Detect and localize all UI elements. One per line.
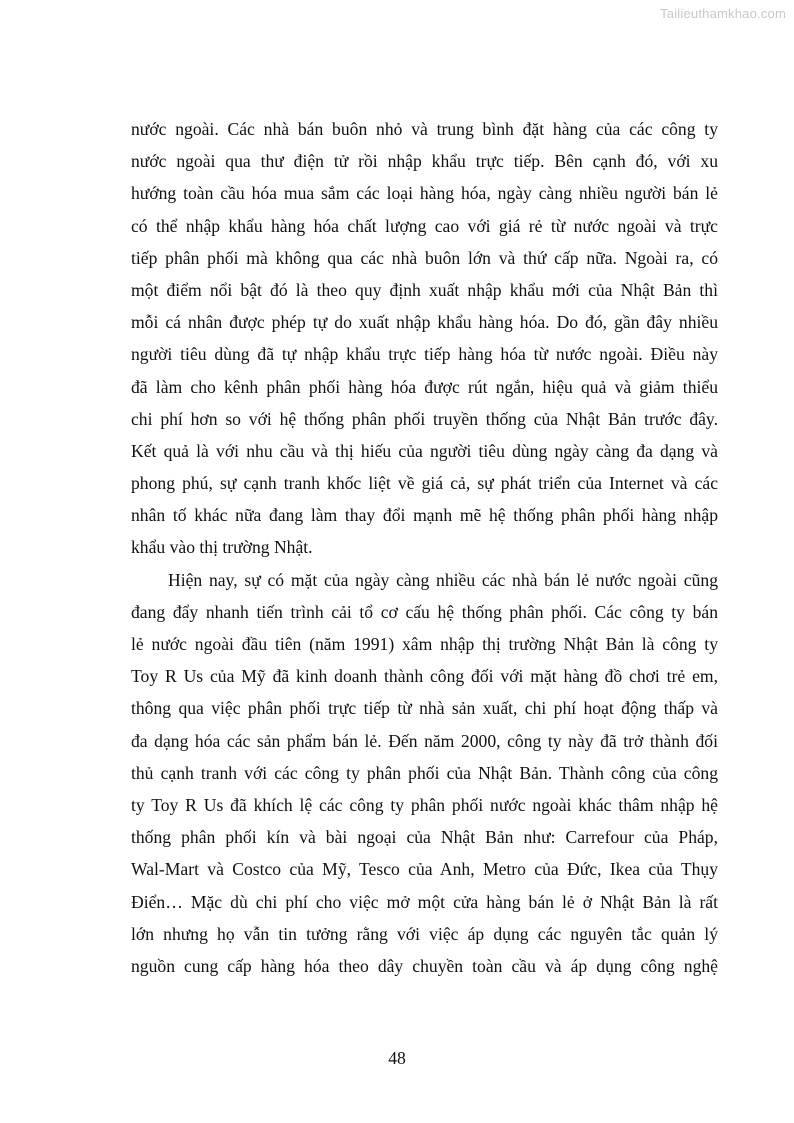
text-line: Kết quả là với nhu cầu và thị hiếu của người tiêu dùng ngày càng đa dạng và — [131, 440, 718, 461]
text-line: đang đẩy nhanh tiến trình cải tổ cơ cấu hệ thống phân phối. Các công ty bán — [131, 601, 718, 622]
text-line: mỗi cá nhân được phép tự do xuất nhập khẩu hàng hóa. Do đó, gần đây nhiều — [131, 312, 718, 333]
text-line: khẩu vào thị trường Nhật. — [131, 537, 313, 558]
text-line: thống phân phối kín và bài ngoại của Nhật Bản như: Carrefour của Pháp, — [131, 827, 718, 848]
text-line: đa dạng hóa các sản phẩm bán lẻ. Đến năm 2000, công ty này đã trở thành đối — [131, 730, 718, 751]
text-line: nhân tố khác nữa đang làm thay đổi mạnh mẽ hệ thống phân phối hàng nhập — [131, 505, 718, 526]
text-line: Toy R Us của Mỹ đã kinh doanh thành công đối với mặt hàng đồ chơi trẻ em, — [131, 666, 718, 687]
text-line: hướng toàn cầu hóa mua sắm các loại hàng hóa, ngày càng nhiều người bán lẻ — [131, 183, 718, 204]
watermark-text: Tailieuthamkhao.com — [660, 6, 786, 21]
text-line: Hiện nay, sự có mặt của ngày càng nhiều các nhà bán lẻ nước ngoài cũng — [168, 569, 718, 590]
text-line: ty Toy R Us đã khích lệ các công ty phân phối nước ngoài khác thâm nhập hệ — [131, 794, 718, 815]
text-line: nước ngoài. Các nhà bán buôn nhỏ và trung bình đặt hàng của các công ty — [131, 119, 718, 139]
page-number: 48 — [388, 1048, 406, 1068]
paragraph-2 — [131, 564, 718, 982]
text-line: lẻ nước ngoài đầu tiên (năm 1991) xâm nhập thị trường Nhật Bản là công ty — [131, 634, 718, 654]
text-line: Điển… Mặc dù chi phí cho việc mở một cửa hàng bán lẻ ở Nhật Bản là rất — [131, 891, 718, 912]
paragraph-1 — [131, 113, 718, 564]
text-line: có thể nhập khẩu hàng hóa chất lượng cao với giá rẻ từ nước ngoài và trực — [131, 215, 718, 236]
text-line: nước ngoài qua thư điện tử rồi nhập khẩu trực tiếp. Bên cạnh đó, với xu — [131, 151, 718, 172]
text-line: chi phí hơn so với hệ thống phân phối truyền thống của Nhật Bản trước đây. — [131, 408, 718, 429]
text-line: lớn nhưng họ vẫn tin tưởng rằng với việc áp dụng các nguyên tắc quản lý — [131, 923, 718, 944]
text-line: Wal-Mart và Costco của Mỹ, Tesco của Anh, Metro của Đức, Ikea của Thụy — [131, 859, 718, 880]
text-line: người tiêu dùng đã tự nhập khẩu trực tiếp hàng hóa từ nước ngoài. Điều này — [131, 344, 718, 365]
text-line: thông qua việc phân phối trực tiếp từ nhà sản xuất, chi phí hoạt động thấp và — [131, 698, 718, 719]
text-line: đã làm cho kênh phân phối hàng hóa được rút ngắn, hiệu quả và giảm thiểu — [131, 376, 718, 397]
text-line: nguồn cung cấp hàng hóa theo dây chuyền toàn cầu và áp dụng công nghệ — [131, 955, 718, 976]
text-line: thủ cạnh tranh với các công ty phân phối của Nhật Bản. Thành công của công — [131, 762, 718, 783]
text-line: một điểm nổi bật đó là theo quy định xuất nhập khẩu mới của Nhật Bản thì — [131, 279, 718, 300]
text-line: tiếp phân phối mà không qua các nhà buôn lớn và thứ cấp nữa. Ngoài ra, có — [131, 247, 718, 268]
text-line: phong phú, sự cạnh tranh khốc liệt về giá cả, sự phát triển của Internet và các — [131, 473, 718, 494]
document-body — [131, 113, 718, 982]
